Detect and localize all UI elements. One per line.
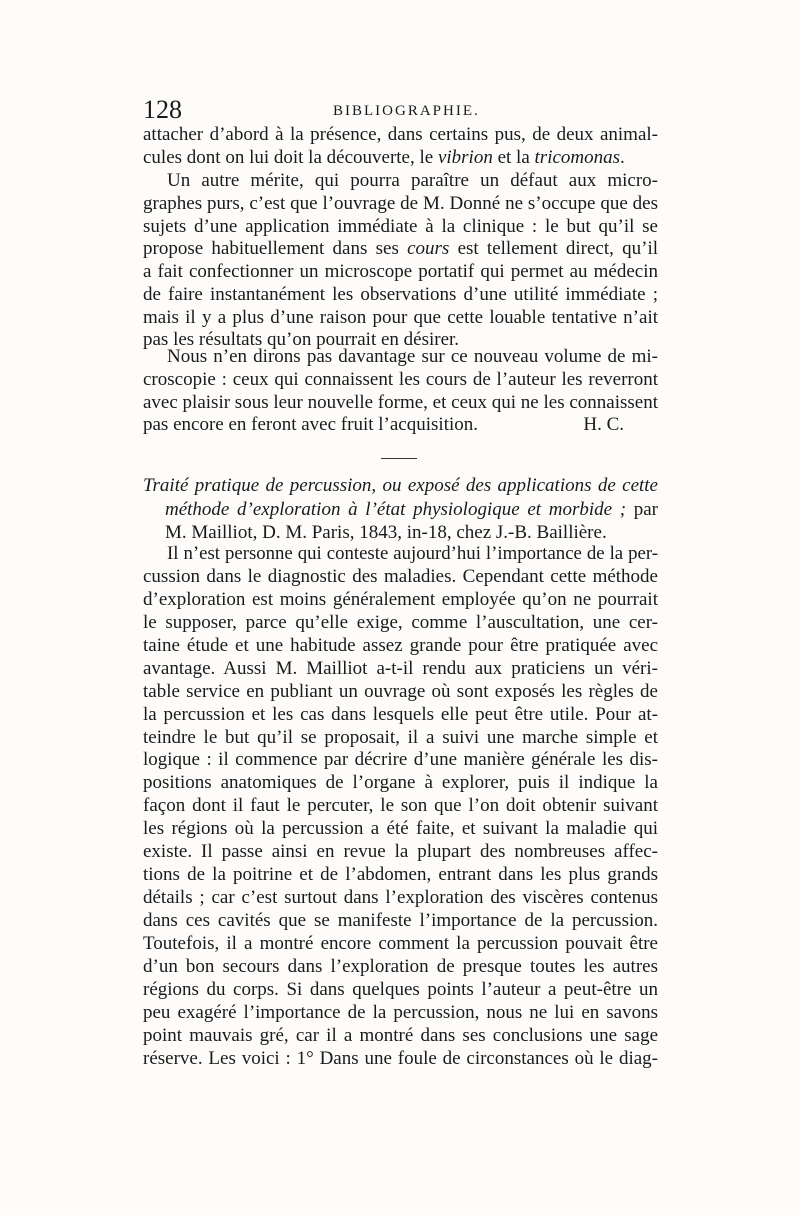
italic-term: cours — [407, 238, 450, 260]
paragraph-2 — [143, 170, 658, 352]
text-line: cussion dans le diagnostic des maladies. Cependant cette méthode — [143, 565, 658, 587]
text-line: le supposer, parce qu’elle exige, comme l’auscultation, une cer- — [143, 611, 658, 633]
text-line: avec plaisir sous leur nouvelle forme, et ceux qui ne les connaissent — [143, 391, 658, 413]
text-line: d’exploration est moins généralement employée qu’on ne pourrait — [143, 588, 658, 610]
text-line: les régions où la percussion a été faite, et suivant la maladie qui — [143, 818, 658, 840]
text-line: pas les résultats qu’on pourrait en désirer. — [143, 329, 460, 351]
text-line: dans ces cavités que se manifeste l’importance de la percussion. — [143, 910, 658, 931]
text-line: taine étude et une habitude assez grande pour être pratiquée avec — [143, 634, 658, 656]
title-line: méthode d’exploration à l’état physiologique et morbide ; par — [165, 498, 658, 520]
text-line: régions du corps. Si dans quelques points l’auteur a peut-être un — [143, 978, 658, 1000]
text-line: Nous n’en dirons pas davantage sur ce nouveau volume de mi- — [167, 346, 658, 367]
paragraph-1 — [143, 124, 658, 170]
text-line: Toutefois, il a montré encore comment la percussion pouvait être — [143, 932, 658, 954]
section-divider — [381, 458, 417, 459]
text-line: avantage. Aussi M. Mailliot a-t-il rendu aux praticiens un véri- — [143, 657, 658, 679]
text-line: cules dont on lui doit la découverte, le vibrion et la tricomonas. — [143, 146, 625, 168]
text-line: tions de la poitrine et de l’abdomen, entrant dans les plus grands — [143, 864, 658, 886]
text-line: sujets d’une application immédiate à la clinique : le but qu’il se — [143, 215, 658, 237]
text-line: a fait confectionner un microscope portatif qui permet au médecin — [143, 261, 658, 282]
paragraph-3 — [143, 346, 658, 437]
text-line: réserve. Les voici : 1° Dans une foule de circonstances où le diag- — [143, 1047, 658, 1069]
text-line: détails ; car c’est surtout dans l’exploration des viscères contenus — [143, 887, 658, 909]
text-line: façon dont il faut le percuter, le son que l’on doit obtenir suivant — [143, 795, 658, 817]
text-line: existe. Il passe ainsi en revue la plupart des nombreuses affec- — [143, 841, 658, 863]
title-line: Traité pratique de percussion, ou exposé des applications de cette — [143, 475, 658, 496]
text-line: teindre le but qu’il se proposait, il a suivi une marche simple et — [143, 726, 658, 748]
page-header — [143, 95, 658, 125]
text-line: propose habituellement dans ses cours est tellement direct, qu’il — [143, 238, 658, 260]
text-line: Il n’est personne qui conteste aujourd’hui l’importance de la per- — [167, 543, 658, 564]
italic-term: vibrion — [437, 146, 493, 168]
running-head: BIBLIOGRAPHIE. — [333, 103, 480, 119]
title-line: M. Mailliot, D. M. Paris, 1843, in-18, chez J.-B. Baillière. — [165, 522, 607, 543]
text-line: croscopie : ceux qui connaissent les cours de l’auteur les reverront — [143, 368, 658, 390]
text-line: positions anatomiques de l’organe à explorer, puis il indique la — [143, 772, 658, 794]
review-body — [143, 543, 658, 1071]
text-line: peu exagéré l’importance de la percussion, nous ne lui en savons — [143, 1001, 658, 1023]
review-title — [143, 474, 658, 545]
text-line: pas encore en feront avec fruit l’acquisition. H. C. — [143, 414, 624, 436]
italic-term: tricomonas — [534, 146, 621, 168]
text-line: graphes purs, c’est que l’ouvrage de M. Donné ne s’occupe que des — [143, 192, 658, 214]
text-line: logique : il commence par décrire d’une manière générale les dis- — [143, 749, 658, 771]
text-line: d’un bon secours dans l’exploration de presque toutes les autres — [143, 955, 658, 977]
text-line: Un autre mérite, qui pourra paraître un défaut aux micro- — [167, 170, 658, 191]
page-number: 128 — [143, 95, 182, 124]
text-line: table service en publiant un ouvrage où sont exposés les règles de — [143, 680, 658, 702]
text-line: point mauvais gré, car il a montré dans ses conclusions une sage — [143, 1024, 658, 1046]
text-line: attacher d’abord à la présence, dans certains pus, de deux animal- — [143, 124, 658, 145]
text-line: mais il y a plus d’une raison pour que cette louable tentative n’ait — [143, 306, 658, 328]
signature: H. C. — [583, 414, 624, 436]
text-line: la percussion et les cas dans lesquels elle peut être utile. Pour at- — [143, 703, 658, 725]
text-line: de faire instantanément les observations d’une utilité immédiate ; — [143, 283, 658, 305]
